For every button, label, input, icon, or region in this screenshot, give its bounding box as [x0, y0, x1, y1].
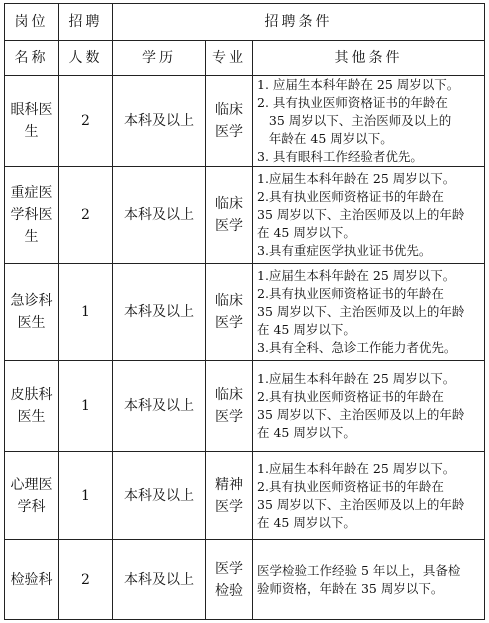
condition-line: 2.具有执业医师资格证书的年龄在 — [257, 189, 444, 204]
major-cell — [206, 540, 253, 620]
header-row-2 — [5, 41, 485, 76]
condition-line: 3.具有全科、急诊工作能力者优先。 — [257, 340, 457, 355]
major-line: 医学 — [215, 124, 243, 140]
condition-line: 3. 具有眼科工作经验者优先。 — [257, 149, 423, 164]
condition-line: 2. 具有执业医师资格证书的年龄在 — [257, 95, 448, 110]
table-row — [5, 361, 485, 452]
major-line: 临床 — [215, 102, 243, 118]
header-count-line1: 招聘 — [59, 4, 113, 41]
table-row — [5, 264, 485, 361]
other-conditions-cell — [253, 264, 485, 361]
major-line: 医学 — [215, 560, 243, 577]
headcount-cell: 1 — [59, 361, 113, 452]
major-line: 医学 — [215, 409, 243, 425]
major-cell — [206, 264, 253, 361]
major-line: 医学 — [215, 218, 243, 234]
education-cell: 本科及以上 — [113, 167, 206, 264]
headcount-cell: 2 — [59, 167, 113, 264]
table-row — [5, 76, 485, 167]
post-name-line: 医生 — [17, 409, 46, 425]
condition-line: 35 周岁以下、主治医师及以上的年龄 — [257, 304, 465, 319]
table-body — [5, 76, 485, 620]
condition-line: 1.应届生本科年龄在 25 周岁以下。 — [257, 371, 456, 386]
condition-line: 在 45 周岁以下。 — [257, 425, 356, 440]
condition-line: 在 45 周岁以下。 — [257, 322, 356, 337]
condition-line: 2.具有执业医师资格证书的年龄在 — [257, 286, 444, 301]
condition-line: 年龄在 45 周岁以下。 — [257, 131, 393, 146]
post-name-line: 重症医 — [10, 185, 53, 201]
header-row-1 — [5, 4, 485, 41]
condition-line: 1.应届生本科年龄在 25 周岁以下。 — [257, 268, 456, 283]
post-name-line: 学科 — [17, 498, 46, 515]
major-line: 临床 — [215, 293, 243, 309]
condition-line: 35 周岁以下、主治医师及以上的年龄 — [257, 207, 465, 222]
major-line: 临床 — [215, 196, 243, 212]
major-cell — [206, 361, 253, 452]
condition-line: 在 45 周岁以下。 — [257, 225, 356, 240]
headcount-cell: 2 — [59, 76, 113, 167]
condition-line: 1. 应届生本科年龄在 25 周岁以下。 — [257, 77, 460, 92]
header-major: 专业 — [206, 41, 253, 76]
condition-line: 验师资格，年龄在 35 周岁以下。 — [257, 580, 444, 596]
condition-line: 35 周岁以下、主治医师及以上的年龄 — [257, 407, 465, 422]
other-conditions-cell — [253, 361, 485, 452]
post-name-cell — [5, 167, 59, 264]
major-cell — [206, 76, 253, 167]
recruitment-table — [4, 3, 485, 620]
header-post-line1: 岗位 — [5, 4, 59, 41]
post-name-line: 医生 — [17, 315, 46, 331]
post-name-line: 心理医 — [10, 476, 53, 493]
major-cell — [206, 452, 253, 540]
condition-line: 2.具有执业医师资格证书的年龄在 — [257, 478, 444, 494]
condition-line: 35 周岁以下、主治医师及以上的 — [257, 113, 452, 128]
education-cell: 本科及以上 — [113, 361, 206, 452]
post-name-cell — [5, 540, 59, 620]
condition-line: 2.具有执业医师资格证书的年龄在 — [257, 389, 444, 404]
education-cell: 本科及以上 — [113, 452, 206, 540]
other-conditions-cell — [253, 76, 485, 167]
education-cell: 本科及以上 — [113, 540, 206, 620]
post-name-line: 生 — [24, 124, 39, 140]
post-name-cell — [5, 264, 59, 361]
table-row — [5, 452, 485, 540]
post-name-cell — [5, 76, 59, 167]
table-row — [5, 540, 485, 620]
header-education: 学历 — [113, 41, 206, 76]
education-cell: 本科及以上 — [113, 264, 206, 361]
post-name-line: 眼科医 — [10, 102, 53, 118]
major-line: 精神 — [215, 476, 243, 493]
condition-line: 35 周岁以下、主治医师及以上的年龄 — [257, 496, 465, 512]
post-name-cell — [5, 361, 59, 452]
header-count-line2: 人数 — [59, 41, 113, 76]
header-conditions: 招聘条件 — [113, 4, 485, 41]
major-cell — [206, 167, 253, 264]
other-conditions-cell — [253, 452, 485, 540]
major-line: 医学 — [215, 315, 243, 331]
headcount-cell: 1 — [59, 264, 113, 361]
post-name-line: 生 — [24, 229, 39, 245]
condition-line: 在 45 周岁以下。 — [257, 514, 356, 530]
post-name-cell — [5, 452, 59, 540]
major-line: 医学 — [215, 498, 243, 515]
education-cell: 本科及以上 — [113, 76, 206, 167]
post-name-line: 皮肤科 — [10, 387, 53, 403]
table-row — [5, 167, 485, 264]
header-post-line2: 名称 — [5, 41, 59, 76]
post-name-line: 检验科 — [10, 571, 53, 588]
header-other-conditions: 其他条件 — [253, 41, 485, 76]
post-name-line: 学科医 — [10, 207, 53, 223]
major-line: 检验 — [215, 582, 243, 599]
condition-line: 3.具有重症医学执业证书优先。 — [257, 243, 432, 258]
condition-line: 1.应届生本科年龄在 25 周岁以下。 — [257, 171, 456, 186]
condition-line: 1.应届生本科年龄在 25 周岁以下。 — [257, 460, 456, 476]
major-line: 临床 — [215, 387, 243, 403]
post-name-line: 急诊科 — [10, 293, 53, 309]
condition-line: 医学检验工作经验 5 年以上，具备检 — [257, 562, 461, 578]
other-conditions-cell — [253, 540, 485, 620]
headcount-cell: 1 — [59, 452, 113, 540]
other-conditions-cell — [253, 167, 485, 264]
headcount-cell: 2 — [59, 540, 113, 620]
